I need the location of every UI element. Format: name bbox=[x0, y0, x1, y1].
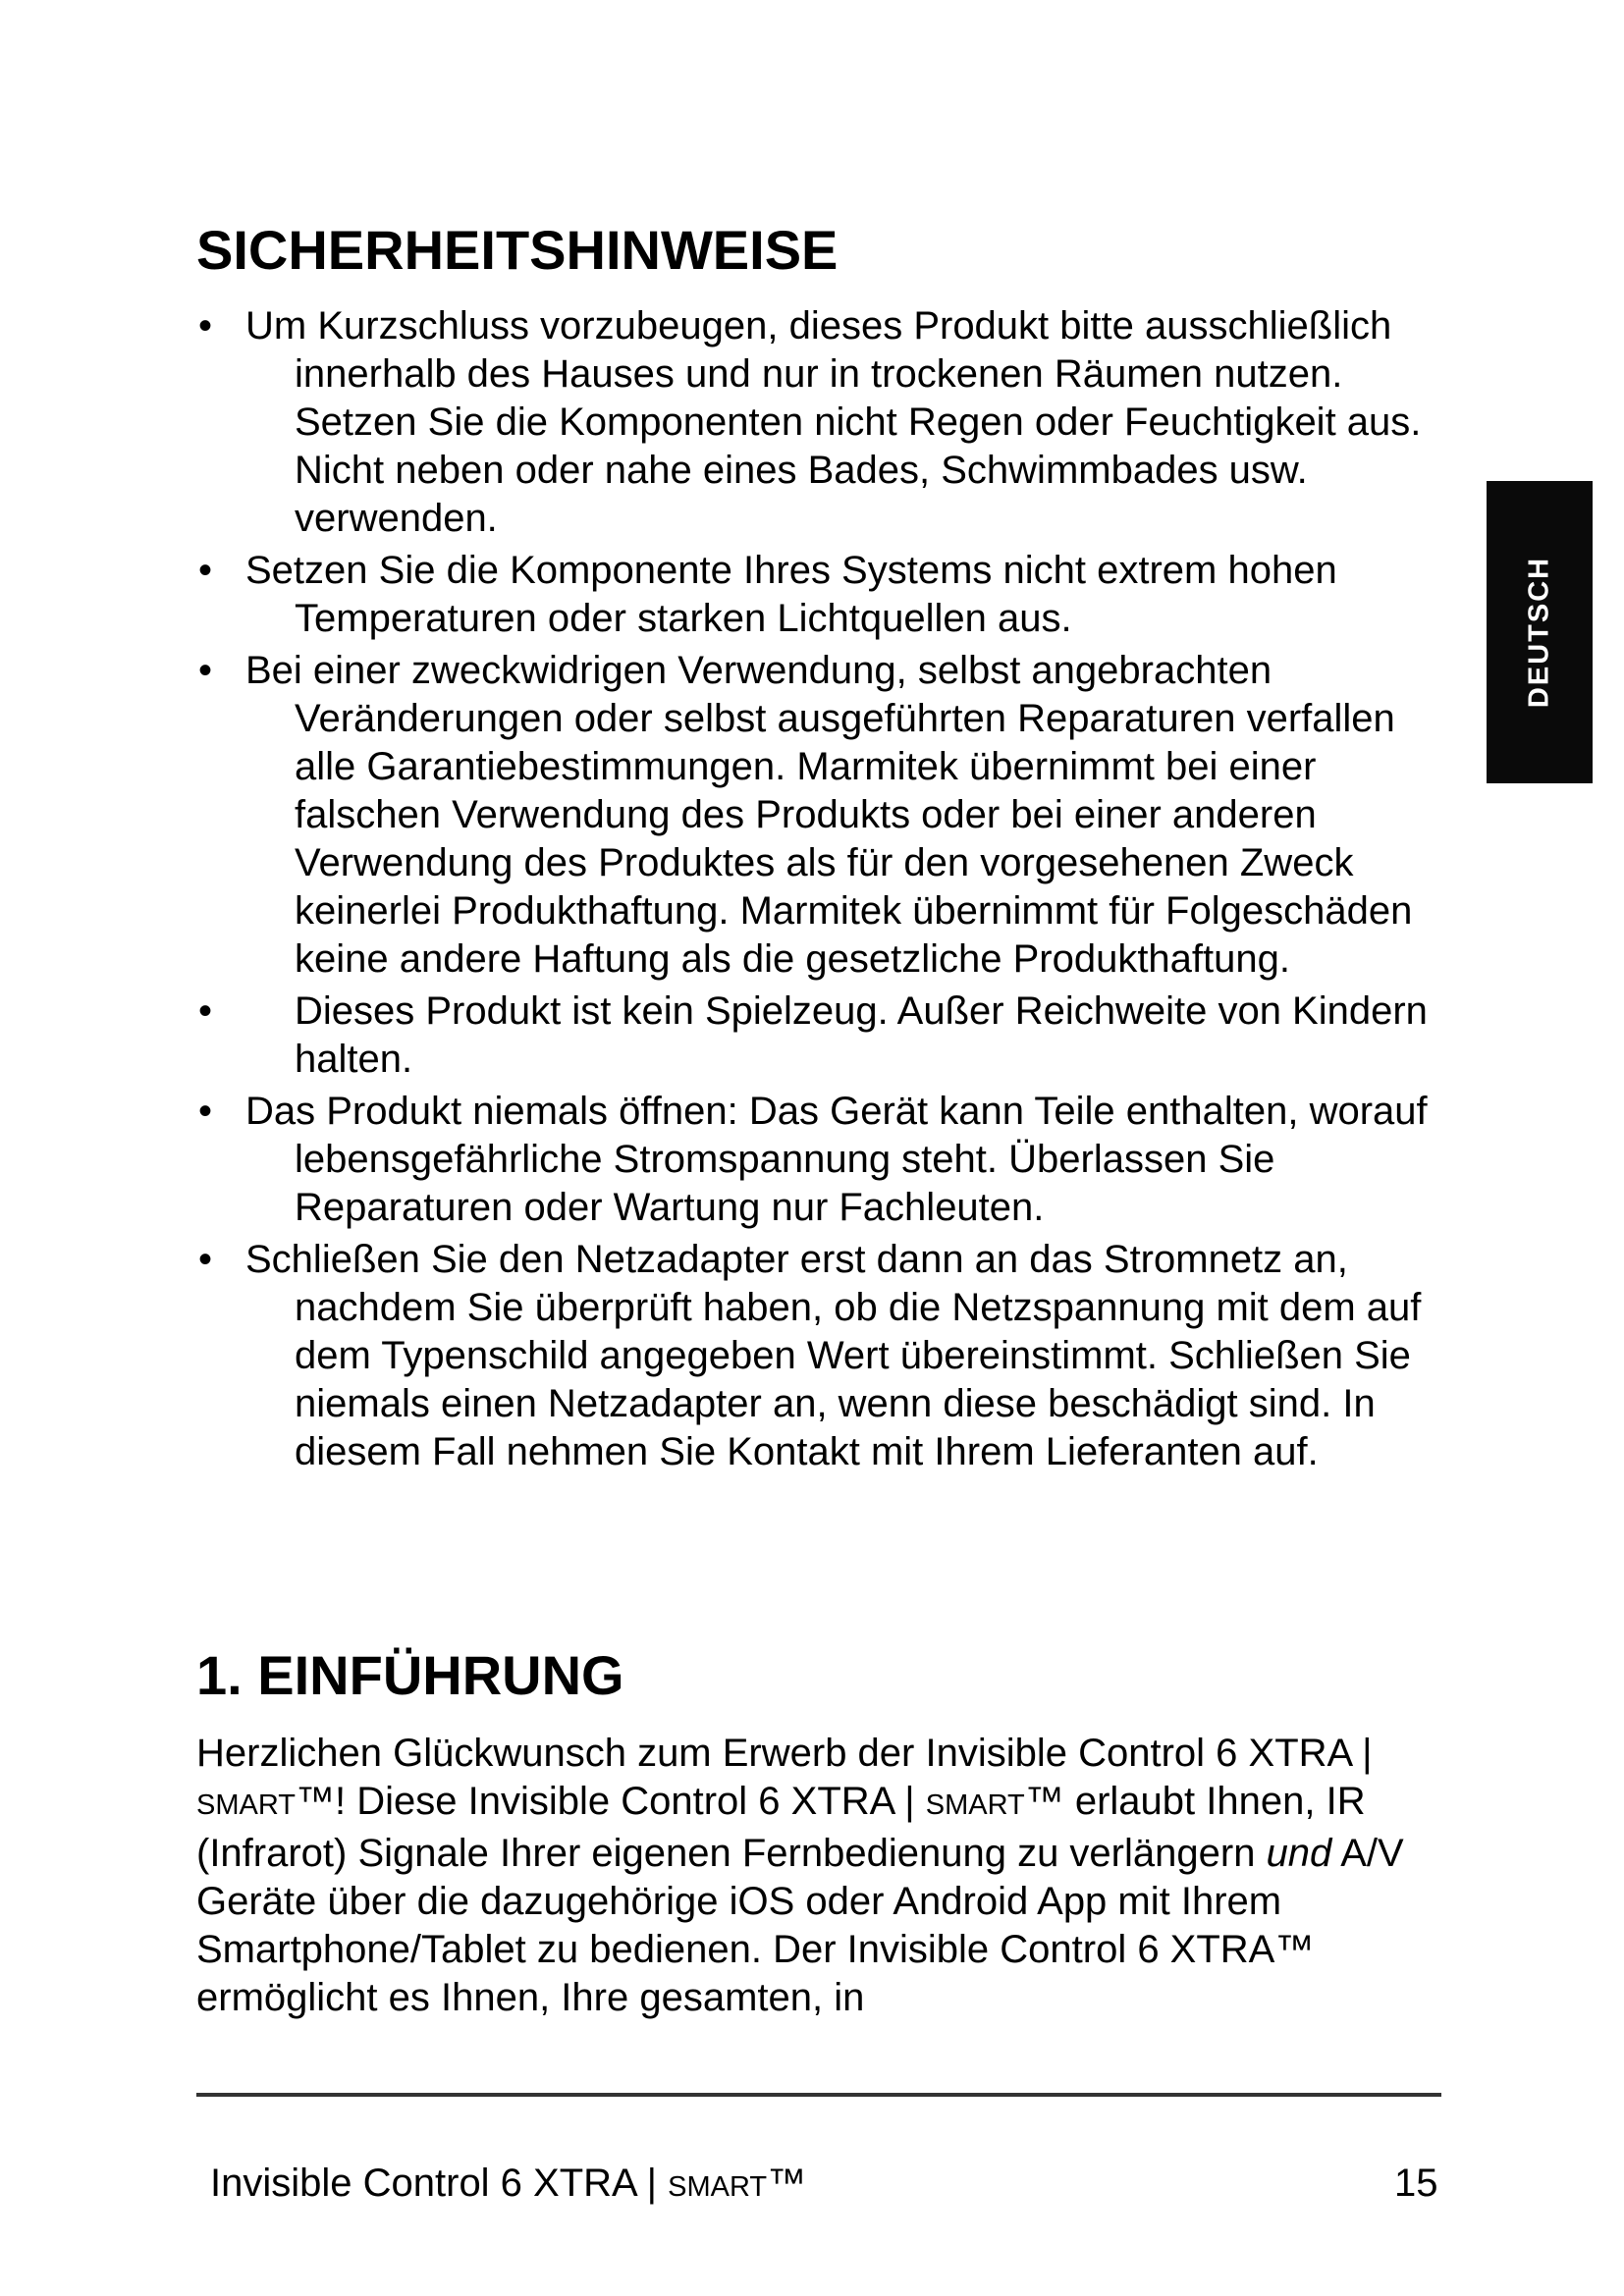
list-item: • Um Kurzschluss vorzubeugen, dieses Produkt bitte ausschließlich innerhalb des Hauses und nur in trockenen Räumen nutzen. Setzen Sie die Komponenten nicht Regen oder Feuchtigkeit aus. Nicht neben oder nahe eines Bades, Schwimmbades usw. verwenden. bbox=[198, 304, 1422, 540]
page-number: 15 bbox=[1394, 2162, 1438, 2205]
section-title-safety: SICHERHEITSHINWEISE bbox=[196, 219, 839, 281]
footer-divider bbox=[196, 2093, 1441, 2097]
footer-product-name: Invisible Control 6 XTRA | SMART™ bbox=[210, 2162, 807, 2205]
list-item: • Setzen Sie die Komponente Ihres Systems nicht extrem hohen Temperaturen oder starken Lichtquellen aus. bbox=[198, 549, 1337, 640]
list-item: • Das Produkt niemals öffnen: Das Gerät kann Teile enthalten, worauf lebensgefährliche Stromspannung steht. Überlassen Sie Reparaturen oder Wartung nur Fachleuten. bbox=[198, 1090, 1428, 1229]
safety-list bbox=[196, 302, 1434, 1480]
list-item: • Schließen Sie den Netzadapter erst dann an das Stromnetz an, nachdem Sie überprüft haben, ob die Netzspannung mit dem auf dem Typenschild angegeben Wert übereinstimmt. Schließen Sie niemals einen Netzadapter an, wenn diese beschädigt sind. In diesem Fall nehmen Sie Kontakt mit Ihrem Lieferanten auf. bbox=[198, 1238, 1422, 1473]
list-item: • Bei einer zweckwidrigen Verwendung, selbst angebrachten Veränderungen oder selbst ausgeführten Reparaturen verfallen alle Garantiebestimmungen. Marmitek übernimmt bei einer falschen Verwendung des Produkts oder bei einer anderen Verwendung des Produktes als für den vorgesehenen Zweck keinerlei Produkthaftung. Marmitek übernimmt für Folgeschäden keine andere Haftung als die gesetzliche Produkthaftung. bbox=[198, 649, 1413, 981]
list-item: • Dieses Produkt ist kein Spielzeug. Außer Reichweite von Kindern halten. bbox=[198, 989, 1428, 1081]
language-tab bbox=[1487, 481, 1593, 783]
intro-paragraph: Herzlichen Glückwunsch zum Erwerb der Invisible Control 6 XTRA | SMART™! Diese Invisible Control 6 XTRA | SMART™ erlaubt Ihnen, IR (Infrarot) Signale Ihrer eigenen Fernbedienung zu verlängern und A/V Geräte über die dazugehörige iOS oder Android App mit Ihrem Smartphone/Tablet zu bedienen. Der Invisible Control 6 XTRA™ ermöglicht es Ihnen, Ihre gesamten, in bbox=[196, 1732, 1404, 2019]
language-tab-label: DEUTSCH bbox=[1523, 556, 1555, 709]
section-title-intro: 1. EINFÜHRUNG bbox=[196, 1644, 624, 1706]
